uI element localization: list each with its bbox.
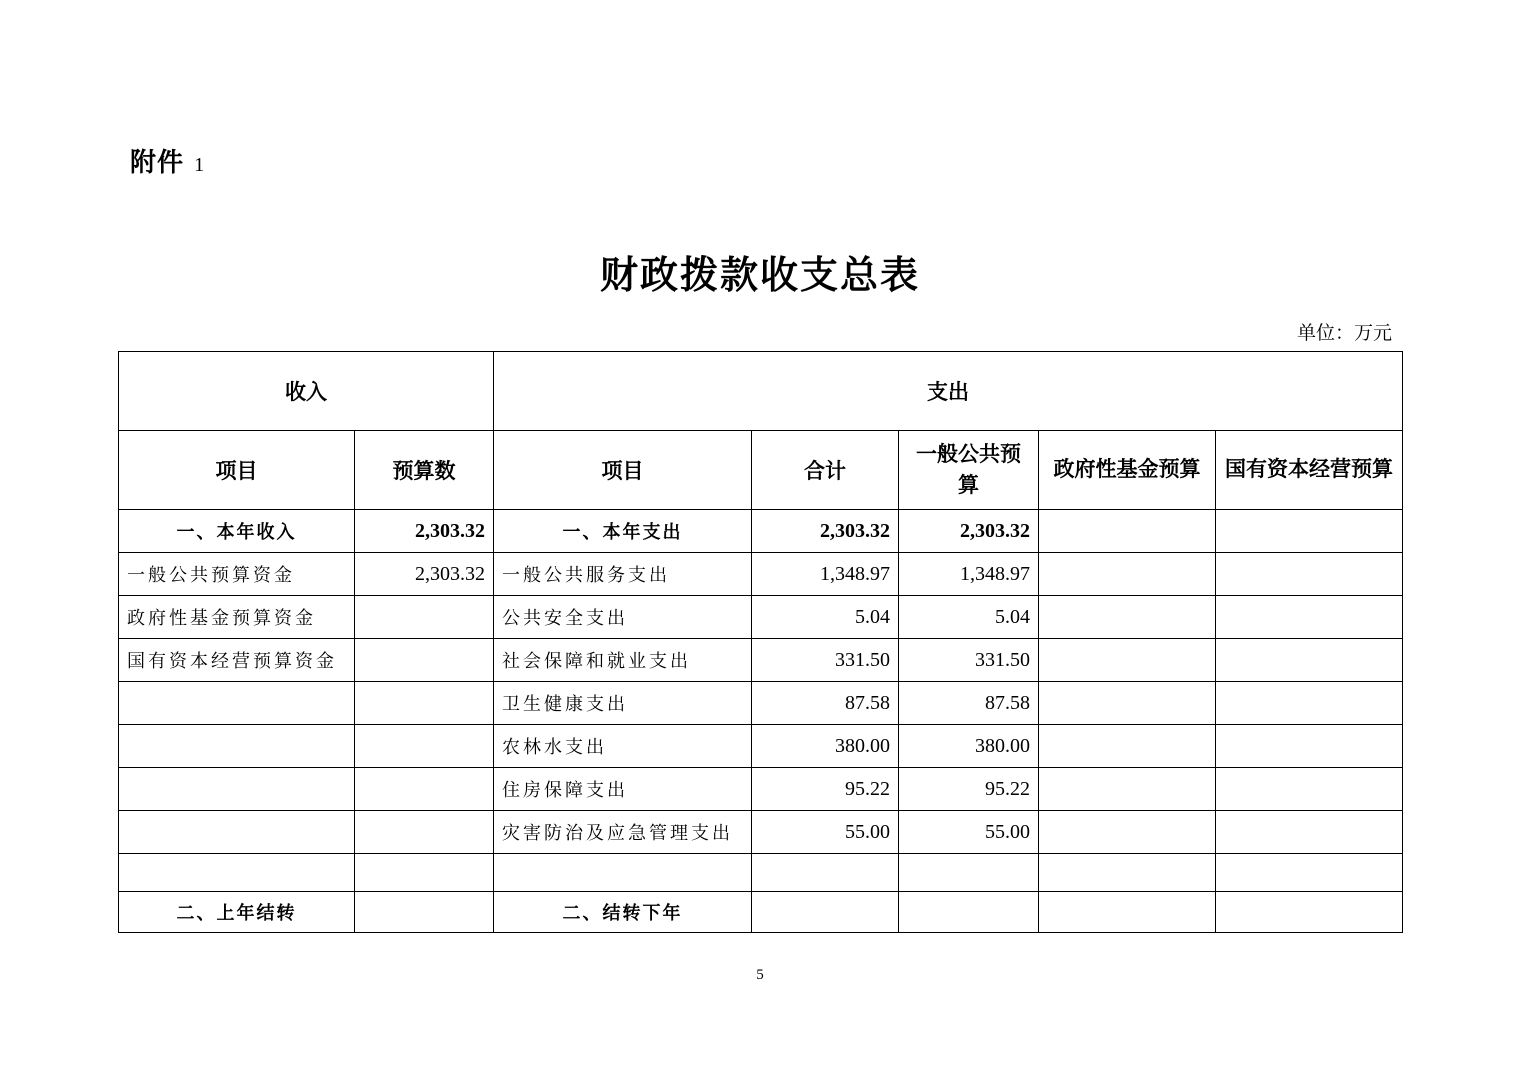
cell-total: 2,303.32: [752, 510, 899, 553]
cell-state-capital: [1216, 725, 1403, 768]
cell-total: 95.22: [752, 768, 899, 811]
cell-gov-fund: [1039, 854, 1216, 892]
cell-state-capital: [1216, 596, 1403, 639]
cell-total: 87.58: [752, 682, 899, 725]
page-number: 5: [756, 967, 764, 983]
cell-gov-fund: [1039, 553, 1216, 596]
col-total: 合计: [752, 431, 899, 510]
cell-state-capital: [1216, 892, 1403, 933]
cell-gov-fund: [1039, 811, 1216, 854]
col-expense-item: 项目: [494, 431, 752, 510]
cell-income-item: 一般公共预算资金: [119, 553, 355, 596]
cell-general-public: 2,303.32: [899, 510, 1039, 553]
cell-state-capital: [1216, 682, 1403, 725]
table-row: [119, 553, 1403, 596]
cell-general-public: 87.58: [899, 682, 1039, 725]
cell-income-item: 政府性基金预算资金: [119, 596, 355, 639]
cell-gov-fund: [1039, 892, 1216, 933]
cell-income-item: [119, 682, 355, 725]
cell-gov-fund: [1039, 596, 1216, 639]
cell-income-budget: [355, 639, 494, 682]
table-row: [119, 725, 1403, 768]
cell-state-capital: [1216, 510, 1403, 553]
cell-income-budget: [355, 892, 494, 933]
col-income-budget: 预算数: [355, 431, 494, 510]
cell-state-capital: [1216, 768, 1403, 811]
cell-total: [752, 892, 899, 933]
cell-income-budget: [355, 811, 494, 854]
cell-income-budget: 2,303.32: [355, 553, 494, 596]
col-state-capital: 国有资本经营预算: [1216, 431, 1403, 510]
table-row: [119, 892, 1403, 933]
column-header-row: [119, 431, 1403, 510]
cell-total: [752, 854, 899, 892]
cell-income-item: 二、上年结转: [119, 892, 355, 933]
cell-expense-item: [494, 854, 752, 892]
cell-expense-item: 住房保障支出: [494, 768, 752, 811]
cell-income-item: [119, 811, 355, 854]
group-header-row: [119, 352, 1403, 431]
cell-total: 1,348.97: [752, 553, 899, 596]
table-row: [119, 510, 1403, 553]
table-row: [119, 639, 1403, 682]
cell-state-capital: [1216, 639, 1403, 682]
cell-total: 55.00: [752, 811, 899, 854]
cell-gov-fund: [1039, 510, 1216, 553]
cell-general-public: 380.00: [899, 725, 1039, 768]
cell-general-public: [899, 854, 1039, 892]
cell-income-budget: [355, 596, 494, 639]
cell-state-capital: [1216, 553, 1403, 596]
cell-gov-fund: [1039, 682, 1216, 725]
cell-expense-item: 社会保障和就业支出: [494, 639, 752, 682]
cell-income-budget: [355, 725, 494, 768]
cell-total: 331.50: [752, 639, 899, 682]
cell-general-public: 55.00: [899, 811, 1039, 854]
cell-expense-item: 公共安全支出: [494, 596, 752, 639]
cell-expense-item: 灾害防治及应急管理支出: [494, 811, 752, 854]
cell-gov-fund: [1039, 725, 1216, 768]
cell-total: 380.00: [752, 725, 899, 768]
cell-income-item: 国有资本经营预算资金: [119, 639, 355, 682]
income-header: 收入: [119, 352, 494, 431]
cell-expense-item: 一般公共服务支出: [494, 553, 752, 596]
table-row: [119, 811, 1403, 854]
unit-label: 单位：万元: [1296, 322, 1392, 344]
col-income-item: 项目: [119, 431, 355, 510]
cell-gov-fund: [1039, 639, 1216, 682]
cell-general-public: 331.50: [899, 639, 1039, 682]
cell-expense-item: 一、本年支出: [494, 510, 752, 553]
budget-table: [118, 351, 1403, 933]
cell-state-capital: [1216, 854, 1403, 892]
cell-state-capital: [1216, 811, 1403, 854]
cell-general-public: [899, 892, 1039, 933]
cell-income-item: 一、本年收入: [119, 510, 355, 553]
table-row: [119, 768, 1403, 811]
cell-income-budget: [355, 682, 494, 725]
cell-income-item: [119, 854, 355, 892]
table-row: [119, 682, 1403, 725]
col-gov-fund: 政府性基金预算: [1039, 431, 1216, 510]
cell-expense-item: 二、结转下年: [494, 892, 752, 933]
cell-expense-item: 卫生健康支出: [494, 682, 752, 725]
attachment-text: 附件: [130, 148, 185, 178]
col-general-public: 一般公共预算: [899, 431, 1039, 510]
cell-general-public: 95.22: [899, 768, 1039, 811]
cell-expense-item: 农林水支出: [494, 725, 752, 768]
cell-general-public: 1,348.97: [899, 553, 1039, 596]
attachment-label: [130, 142, 205, 179]
page-title: 财政拨款收支总表: [599, 252, 920, 297]
table-row: [119, 854, 1403, 892]
cell-general-public: 5.04: [899, 596, 1039, 639]
cell-income-item: [119, 725, 355, 768]
expense-header: 支出: [494, 352, 1403, 431]
attachment-number: 1: [194, 154, 206, 176]
cell-gov-fund: [1039, 768, 1216, 811]
cell-income-item: [119, 768, 355, 811]
table-row: [119, 596, 1403, 639]
cell-income-budget: [355, 854, 494, 892]
cell-income-budget: [355, 768, 494, 811]
cell-income-budget: 2,303.32: [355, 510, 494, 553]
cell-total: 5.04: [752, 596, 899, 639]
